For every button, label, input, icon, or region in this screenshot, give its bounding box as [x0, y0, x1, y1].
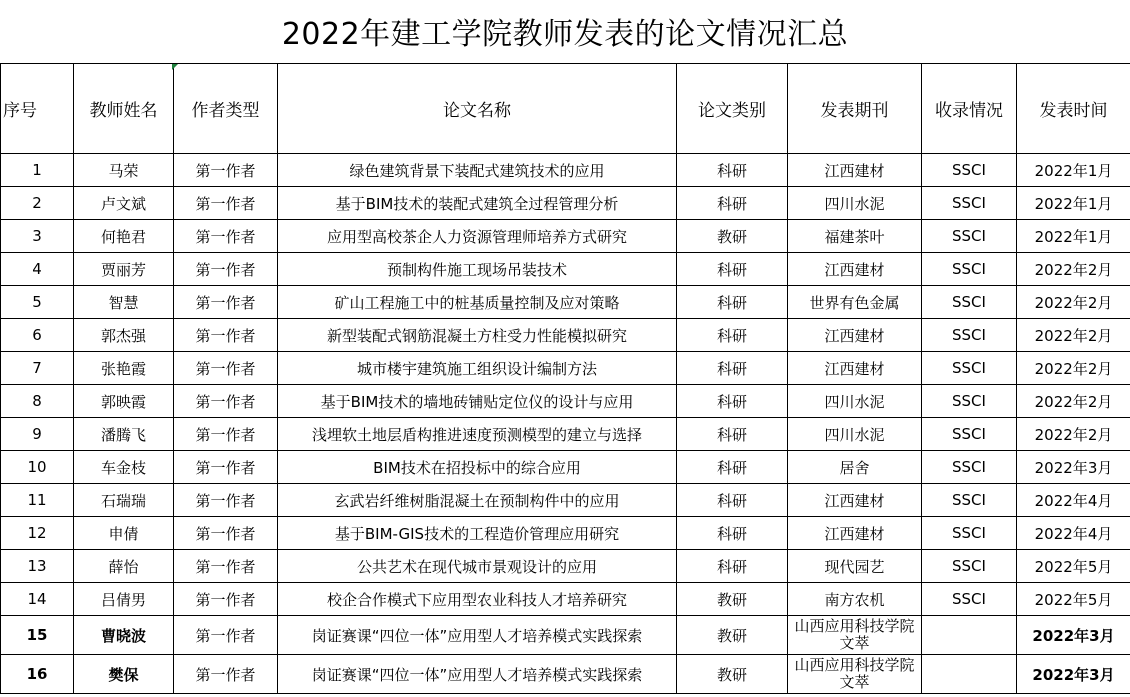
table-cell[interactable]: SSCI [922, 385, 1017, 418]
header-cell[interactable]: 作者类型 [174, 64, 278, 154]
table-cell[interactable]: 张艳霞 [74, 352, 174, 385]
header-cell[interactable]: 发表期刊 [788, 64, 922, 154]
table-cell[interactable]: 基于BIM-GIS技术的工程造价管理应用研究 [278, 517, 677, 550]
table-cell[interactable]: SSCI [922, 286, 1017, 319]
table-cell[interactable]: 公共艺术在现代城市景观设计的应用 [278, 550, 677, 583]
header-cell[interactable]: 论文名称 [278, 64, 677, 154]
table-cell[interactable]: 2022年2月 [1017, 385, 1130, 418]
table-cell[interactable]: 12 [1, 517, 74, 550]
table-cell[interactable]: 2022年1月 [1017, 187, 1130, 220]
table-row [1, 418, 1130, 451]
table-cell[interactable]: 科研 [677, 517, 788, 550]
table-cell[interactable]: 科研 [677, 385, 788, 418]
table-cell[interactable]: 预制构件施工现场吊装技术 [278, 253, 677, 286]
table-cell[interactable]: 福建茶叶 [788, 220, 922, 253]
table-cell[interactable]: 第一作者 [174, 220, 278, 253]
table-cell[interactable]: 贾丽芳 [74, 253, 174, 286]
table-cell[interactable]: 山西应用科技学院文萃 [788, 655, 922, 694]
table-cell[interactable]: 江西建材 [788, 253, 922, 286]
table-cell[interactable]: 科研 [677, 154, 788, 187]
table-cell[interactable]: 2022年4月 [1017, 484, 1130, 517]
table-cell[interactable]: 2022年3月 [1017, 655, 1130, 694]
table-cell[interactable]: 2022年2月 [1017, 253, 1130, 286]
table-cell[interactable]: SSCI [922, 451, 1017, 484]
table-cell[interactable]: SSCI [922, 352, 1017, 385]
table-cell[interactable]: 居舍 [788, 451, 922, 484]
table-cell[interactable]: 第一作者 [174, 616, 278, 655]
table-row [1, 655, 1130, 694]
table-row [1, 517, 1130, 550]
table-cell[interactable]: 樊保 [74, 655, 174, 694]
table-cell[interactable]: 教研 [677, 220, 788, 253]
table-cell[interactable]: 申倩 [74, 517, 174, 550]
table-cell[interactable]: 第一作者 [174, 253, 278, 286]
table-row [1, 286, 1130, 319]
table-cell[interactable]: SSCI [922, 517, 1017, 550]
table-cell[interactable]: 第一作者 [174, 352, 278, 385]
table-cell[interactable]: BIM技术在招投标中的综合应用 [278, 451, 677, 484]
table-cell[interactable]: 郭映霞 [74, 385, 174, 418]
table-cell[interactable]: 2022年5月 [1017, 550, 1130, 583]
table-cell[interactable]: 岗证赛课“四位一体”应用型人才培养模式实践探索 [278, 616, 677, 655]
table-cell[interactable]: 吕倩男 [74, 583, 174, 616]
table-row [1, 352, 1130, 385]
table-cell[interactable]: 薛怡 [74, 550, 174, 583]
table-cell[interactable]: 矿山工程施工中的桩基质量控制及应对策略 [278, 286, 677, 319]
table-cell[interactable]: 郭杰强 [74, 319, 174, 352]
table-cell[interactable]: 四川水泥 [788, 385, 922, 418]
table-cell[interactable]: 6 [1, 319, 74, 352]
header-cell[interactable]: 教师姓名 [74, 64, 174, 154]
table-cell[interactable]: 9 [1, 418, 74, 451]
table-cell[interactable]: 新型装配式钢筋混凝土方柱受力性能模拟研究 [278, 319, 677, 352]
table-cell[interactable]: 城市楼宇建筑施工组织设计编制方法 [278, 352, 677, 385]
table-row [1, 583, 1130, 616]
table-cell[interactable]: 应用型高校茶企人力资源管理师培养方式研究 [278, 220, 677, 253]
table-cell[interactable]: 11 [1, 484, 74, 517]
table-cell[interactable]: 教研 [677, 655, 788, 694]
table-cell[interactable]: 南方农机 [788, 583, 922, 616]
table-cell[interactable]: 科研 [677, 319, 788, 352]
table-row [1, 451, 1130, 484]
table-cell[interactable]: 2 [1, 187, 74, 220]
table-row [1, 484, 1130, 517]
header-cell[interactable]: 论文类别 [677, 64, 788, 154]
table-cell[interactable]: 科研 [677, 187, 788, 220]
table-cell[interactable]: 基于BIM技术的装配式建筑全过程管理分析 [278, 187, 677, 220]
table-cell[interactable]: 1 [1, 154, 74, 187]
table-cell[interactable]: 山西应用科技学院文萃 [788, 616, 922, 655]
table-cell[interactable]: SSCI [922, 583, 1017, 616]
table-cell[interactable]: 8 [1, 385, 74, 418]
papers-table [0, 63, 1130, 694]
table-cell[interactable]: 四川水泥 [788, 418, 922, 451]
table-cell[interactable]: 教研 [677, 616, 788, 655]
table-cell[interactable]: 第一作者 [174, 154, 278, 187]
table-cell[interactable]: 潘腾飞 [74, 418, 174, 451]
table-cell[interactable]: 2022年4月 [1017, 517, 1130, 550]
table-cell[interactable]: 江西建材 [788, 517, 922, 550]
header-row [1, 64, 1130, 154]
table-cell[interactable]: 世界有色金属 [788, 286, 922, 319]
table-cell[interactable]: 校企合作模式下应用型农业科技人才培养研究 [278, 583, 677, 616]
table-cell[interactable]: 浅埋软土地层盾构推进速度预测模型的建立与选择 [278, 418, 677, 451]
table-row [1, 385, 1130, 418]
table-body [1, 154, 1130, 694]
table-cell[interactable]: 江西建材 [788, 319, 922, 352]
table-cell[interactable]: 5 [1, 286, 74, 319]
table-cell[interactable]: 科研 [677, 451, 788, 484]
table-cell[interactable]: 10 [1, 451, 74, 484]
table-cell[interactable]: 何艳君 [74, 220, 174, 253]
table-cell[interactable]: 2022年5月 [1017, 583, 1130, 616]
table-cell[interactable] [922, 616, 1017, 655]
table-cell[interactable]: 14 [1, 583, 74, 616]
table-cell[interactable]: SSCI [922, 484, 1017, 517]
table-cell[interactable]: 16 [1, 655, 74, 694]
table-cell[interactable]: 智慧 [74, 286, 174, 319]
table-cell[interactable]: 第一作者 [174, 484, 278, 517]
table-cell[interactable]: 4 [1, 253, 74, 286]
table-cell[interactable]: 3 [1, 220, 74, 253]
table-cell[interactable]: 曹晓波 [74, 616, 174, 655]
table-cell[interactable]: 江西建材 [788, 154, 922, 187]
table-cell[interactable]: SSCI [922, 154, 1017, 187]
table-row [1, 550, 1130, 583]
table-cell[interactable]: 2022年1月 [1017, 220, 1130, 253]
table-cell[interactable] [922, 655, 1017, 694]
table-row [1, 253, 1130, 286]
table-row [1, 319, 1130, 352]
table-cell[interactable]: SSCI [922, 253, 1017, 286]
table-cell[interactable]: 科研 [677, 550, 788, 583]
table-cell[interactable]: 第一作者 [174, 418, 278, 451]
header-cell[interactable]: 收录情况 [922, 64, 1017, 154]
table-cell[interactable]: 2022年1月 [1017, 154, 1130, 187]
table-cell[interactable]: 第一作者 [174, 550, 278, 583]
table-cell[interactable]: 2022年2月 [1017, 352, 1130, 385]
table-row [1, 154, 1130, 187]
table-row [1, 616, 1130, 655]
table-cell[interactable]: 绿色建筑背景下装配式建筑技术的应用 [278, 154, 677, 187]
table-cell[interactable]: 岗证赛课“四位一体”应用型人才培养模式实践探索 [278, 655, 677, 694]
table-cell[interactable]: SSCI [922, 187, 1017, 220]
table-cell[interactable]: 玄武岩纤维树脂混凝土在预制构件中的应用 [278, 484, 677, 517]
table-cell[interactable]: SSCI [922, 418, 1017, 451]
table-cell[interactable]: 科研 [677, 253, 788, 286]
table-cell[interactable]: 科研 [677, 484, 788, 517]
table-cell[interactable]: 第一作者 [174, 286, 278, 319]
table-cell[interactable]: 基于BIM技术的墙地砖铺贴定位仪的设计与应用 [278, 385, 677, 418]
table-cell[interactable]: 2022年3月 [1017, 616, 1130, 655]
sheet-title: 2022年建工学院教师发表的论文情况汇总 [281, 17, 849, 52]
table-cell[interactable]: 车金枝 [74, 451, 174, 484]
table-cell[interactable]: 第一作者 [174, 451, 278, 484]
table-cell[interactable]: 卢文斌 [74, 187, 174, 220]
table-cell[interactable]: 2022年2月 [1017, 286, 1130, 319]
table-cell[interactable]: 科研 [677, 418, 788, 451]
table-cell[interactable]: 马荣 [74, 154, 174, 187]
table-cell[interactable]: 石瑞瑞 [74, 484, 174, 517]
table-cell[interactable]: SSCI [922, 220, 1017, 253]
table-cell[interactable]: 2022年2月 [1017, 319, 1130, 352]
table-cell[interactable]: 第一作者 [174, 385, 278, 418]
table-cell[interactable]: 现代园艺 [788, 550, 922, 583]
table-cell[interactable]: 第一作者 [174, 517, 278, 550]
cell-comment-marker [172, 64, 178, 70]
table-cell[interactable]: 第一作者 [174, 319, 278, 352]
header-cell[interactable]: 序号 [1, 64, 74, 154]
table-cell[interactable]: 15 [1, 616, 74, 655]
table-cell[interactable]: SSCI [922, 550, 1017, 583]
table-cell[interactable]: 2022年3月 [1017, 451, 1130, 484]
table-cell[interactable]: 四川水泥 [788, 187, 922, 220]
table-cell[interactable]: 第一作者 [174, 655, 278, 694]
table-cell[interactable]: 江西建材 [788, 352, 922, 385]
table-cell[interactable]: 江西建材 [788, 484, 922, 517]
table-cell[interactable]: 科研 [677, 352, 788, 385]
table-cell[interactable]: 教研 [677, 583, 788, 616]
table-cell[interactable]: 7 [1, 352, 74, 385]
table-row [1, 220, 1130, 253]
table-cell[interactable]: 科研 [677, 286, 788, 319]
table-cell[interactable]: SSCI [922, 319, 1017, 352]
table-cell[interactable]: 第一作者 [174, 583, 278, 616]
table-cell[interactable]: 13 [1, 550, 74, 583]
table-row [1, 187, 1130, 220]
table-cell[interactable]: 2022年2月 [1017, 418, 1130, 451]
table-cell[interactable]: 第一作者 [174, 187, 278, 220]
header-cell[interactable]: 发表时间 [1017, 64, 1130, 154]
